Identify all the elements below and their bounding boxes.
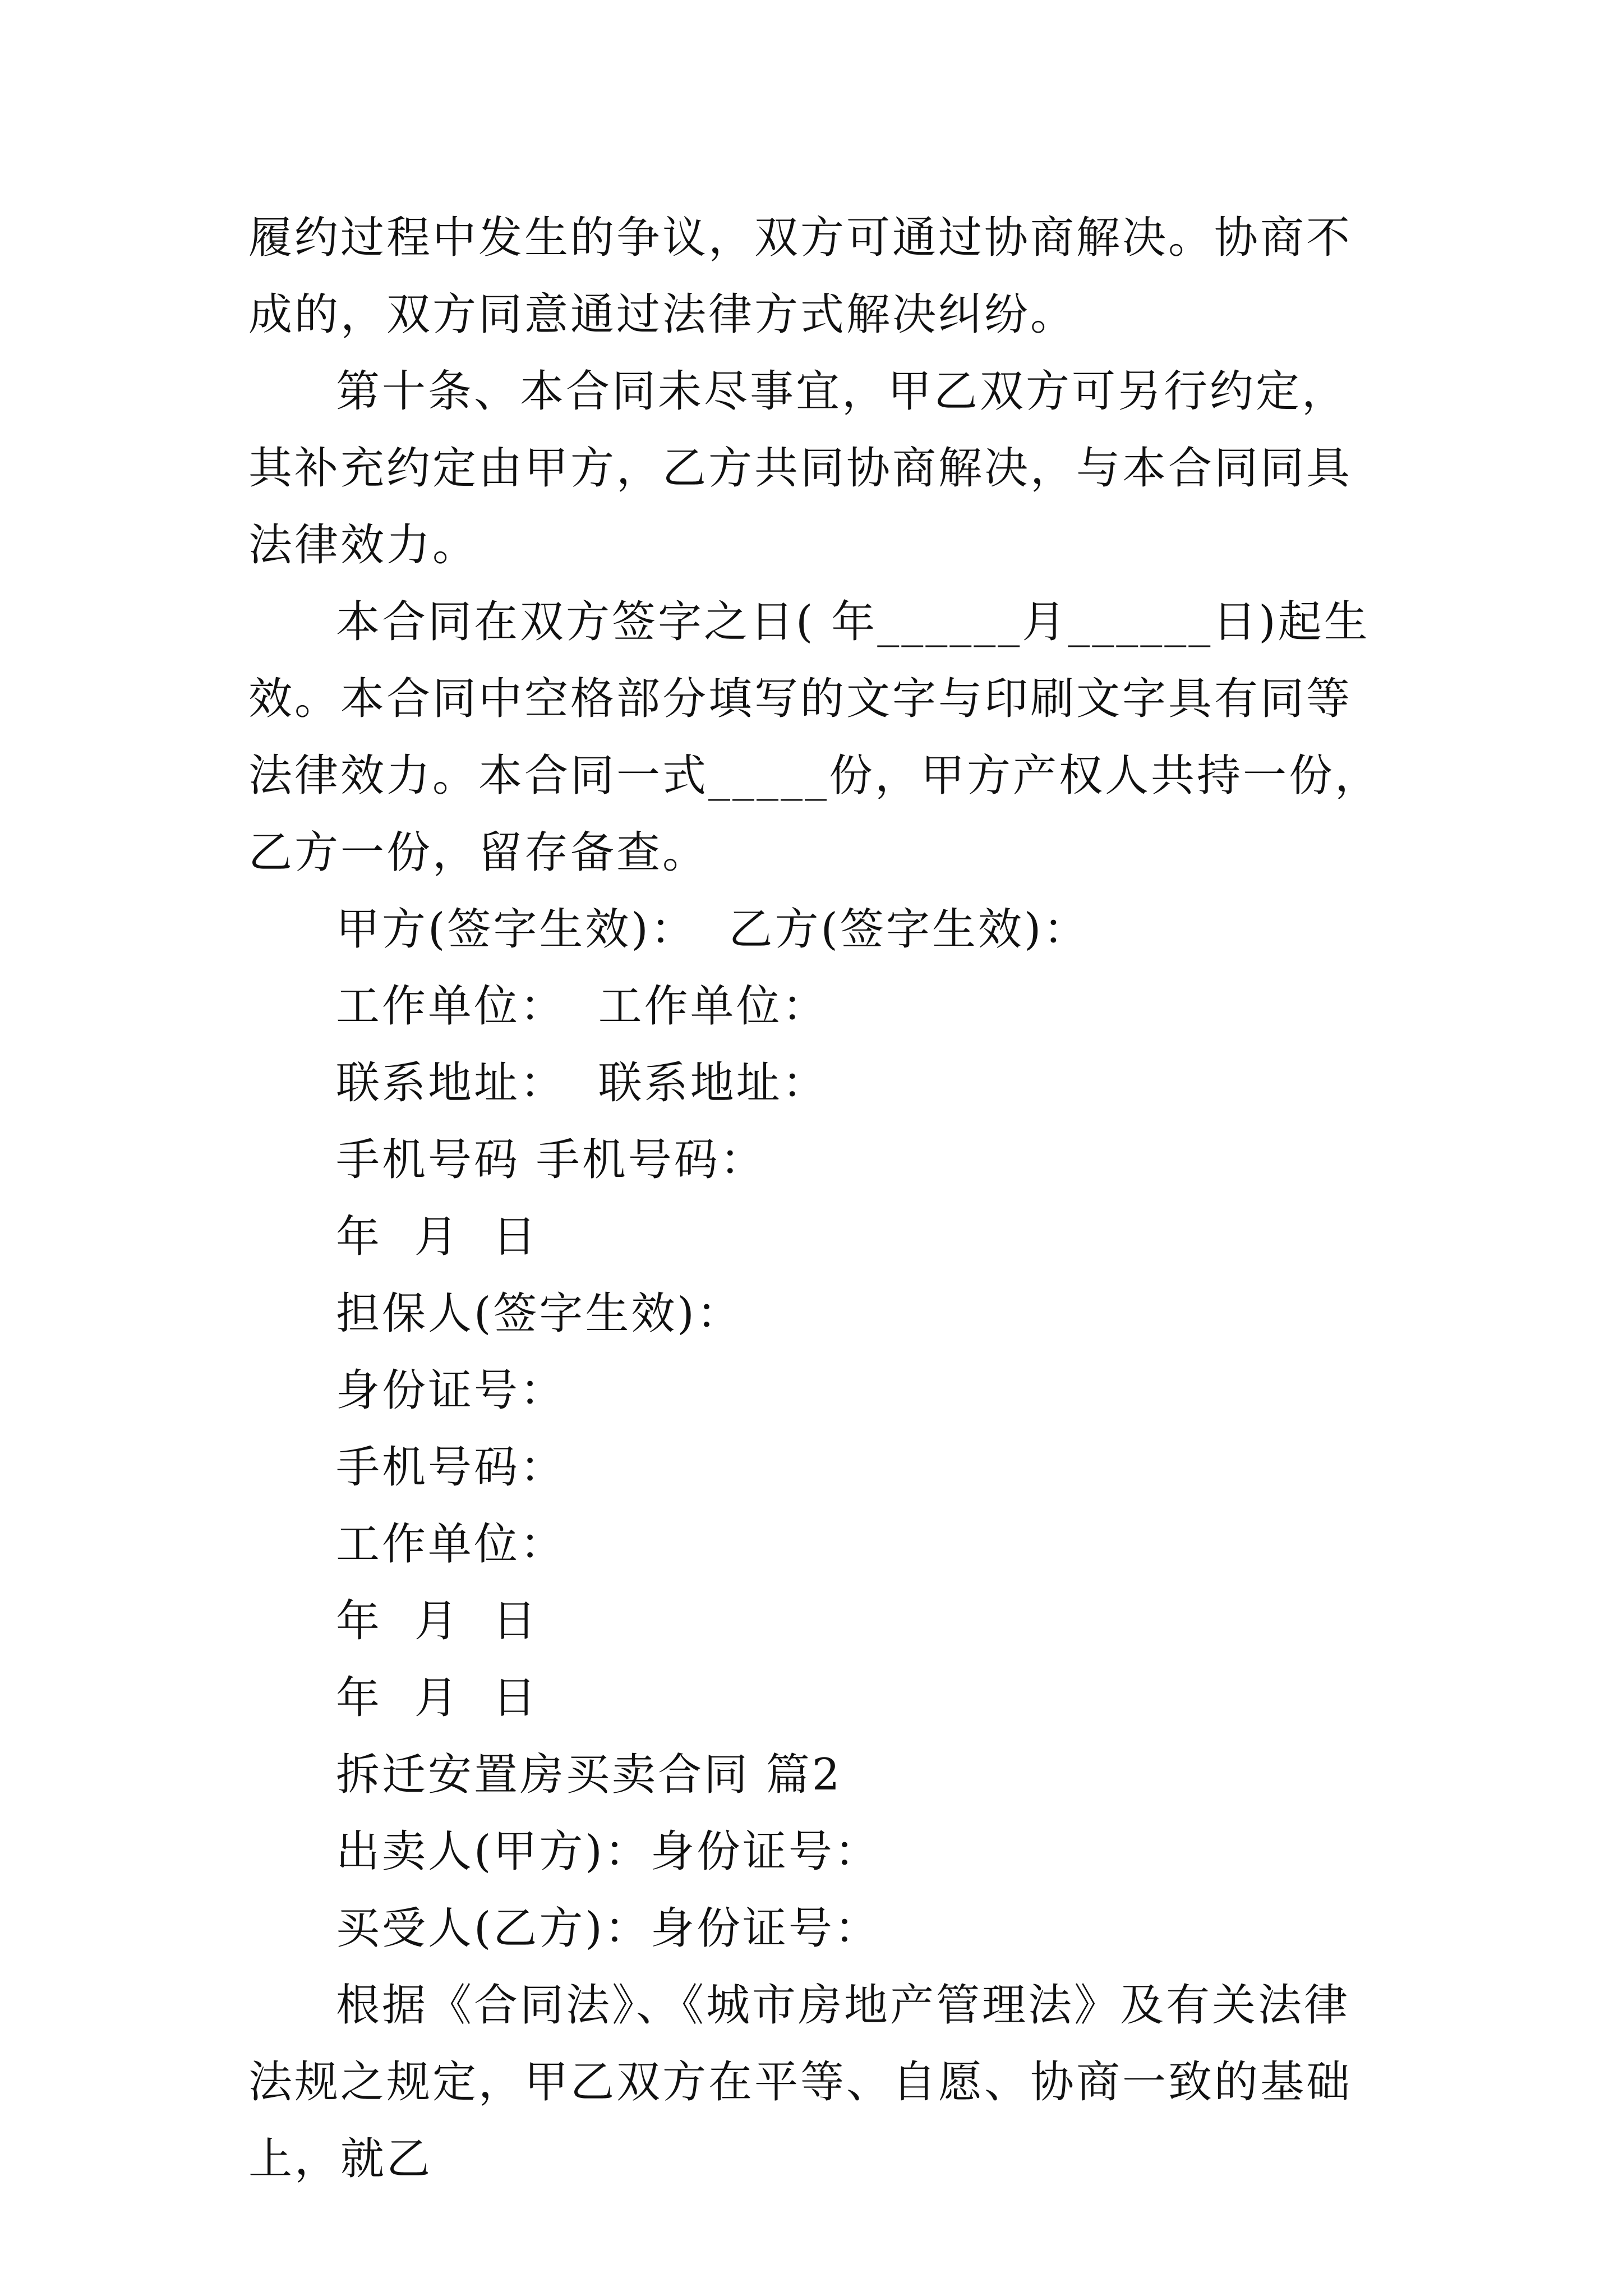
date-line: 年 月 日 xyxy=(336,1596,539,1646)
guarantor-line: 担保人(签字生效)： xyxy=(336,1289,743,1339)
guarantor-work-unit-line: 工作单位： xyxy=(336,1519,566,1570)
guarantor-phone-line: 手机号码： xyxy=(336,1442,566,1493)
id-number-line: 身份证号： xyxy=(336,1365,566,1416)
paragraph-article-10: 第十条、本合同未尽事宜，甲乙双方可另行约定，其补充约定由甲方，乙方共同协商解决，与本合同同具法律效力。 xyxy=(248,366,1353,570)
seller-line: 出卖人(甲方)：身份证号： xyxy=(336,1826,880,1877)
date-line: 年 月 日 xyxy=(336,1212,539,1262)
contact-address-line: 联系地址： 联系地址： xyxy=(336,1058,828,1108)
work-unit-line: 工作单位： 工作单位： xyxy=(336,981,828,1032)
signature-party-line: 甲方(签字生效)： 乙方(签字生效)： xyxy=(336,904,1090,955)
paragraph-effective-date: 本合同在双方签字之日( 年______月______日)起生效。本合同中空格部分填写的文字与印刷文字具有同等法律效力。本合同一式_____份，甲方产权人共持一份，乙方一份，留存备查。 xyxy=(248,597,1381,878)
section-title: 拆迁安置房买卖合同 篇2 xyxy=(336,1750,842,1800)
buyer-line: 买受人(乙方)：身份证号： xyxy=(336,1903,880,1954)
phone-number-line: 手机号码 手机号码： xyxy=(336,1135,766,1185)
paragraph-legal-basis: 根据《合同法》、《城市房地产管理法》及有关法律法规之规定，甲乙双方在平等、自愿、协商一致的基础上，就乙 xyxy=(248,1980,1353,2184)
document-body xyxy=(248,200,1387,2198)
paragraph-dispute-resolution: 履约过程中发生的争议，双方可通过协商解决。协商不成的，双方同意通过法律方式解决纠纷。 xyxy=(248,213,1353,340)
date-line: 年 月 日 xyxy=(336,1673,539,1723)
